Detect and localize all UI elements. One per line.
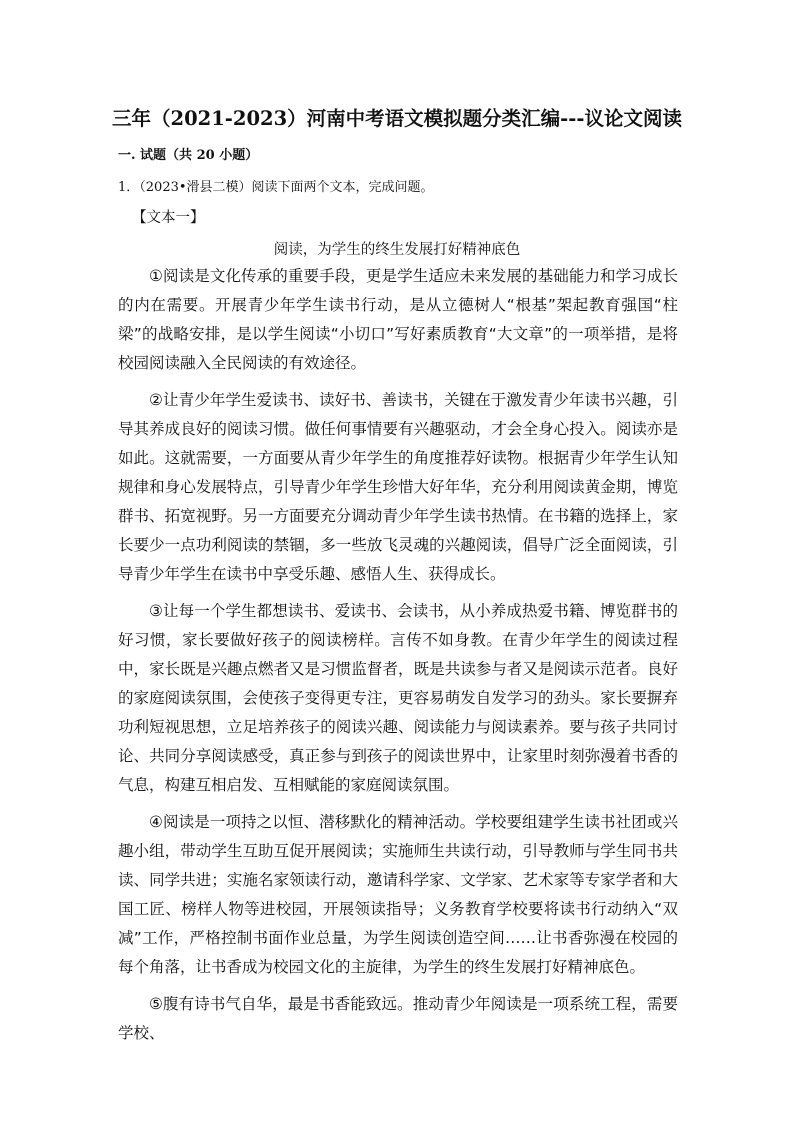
paragraph-2: ②让青少年学生爱读书、读好书、善读书，关键在于激发青少年读书兴趣，引导其养成良好的阅读习惯。做任何事情要有兴趣驱动，才会全身心投入。阅读亦是如此。这就需要，一方面要从青少年学生的角度推荐好读物。根据青少年学生认知规律和身心发展特点，引导青少年学生珍惜大好年华，充分利用阅读黄金期，博览群书、拓宽视野。另一方面要充分调动青少年学生读书热情。在书籍的选择上，家长要少一点功利阅读的禁锢，多一些放飞灵魂的兴趣阅读，倡导广泛全面阅读，引导青少年学生在读书中享受乐趣、感悟人生、获得成长。 <box>118 391 678 583</box>
paragraph-1: ①阅读是文化传承的重要手段，更是学生适应未来发展的基础能力和学习成长的内在需要。开展青少年学生读书行动，是从立德树人“根基”架起教育强国“柱梁”的战略安排，是以学生阅读“小切口”写好素质教育“大文章”的一项举措，是将校园阅读融入全民阅读的有效途径。 <box>118 267 678 372</box>
section-heading: 一. 试题（共 20 小题） <box>118 148 259 163</box>
document-title: 三年（2021-2023）河南中考语文模拟题分类汇编---议论文阅读 <box>112 107 682 130</box>
question-prompt: 1．（2023•滑县二模）阅读下面两个文本，完成问题。 <box>118 180 434 195</box>
paragraph-3: ③让每一个学生都想读书、爱读书、会读书，从小养成热爱书籍、博览群书的好习惯，家长要做好孩子的阅读榜样。言传不如身教。在青少年学生的阅读过程中，家长既是兴趣点燃者又是习惯监督者，既是共读参与者又是阅读示范者。良好的家庭阅读氛围，会使孩子变得更专注，更容易萌发自发学习的劲头。家长要摒弃功利短视思想，立足培养孩子的阅读兴趣、阅读能力与阅读素养。要与孩子共同讨论、共同分享阅读感受，真正参与到孩子的阅读世界中，让家里时刻弥漫着书香的气息，构建互相启发、互相赋能的家庭阅读氛围。 <box>118 602 678 794</box>
article-title: 阅读，为学生的终生发展打好精神底色 <box>273 242 521 258</box>
paragraph-4: ④阅读是一项持之以恒、潜移默化的精神活动。学校要组建学生读书社团或兴趣小组，带动学生互助互促开展阅读；实施师生共读行动，引导教师与学生同书共读、同学共进；实施名家领读行动，邀请科学家、文学家、艺术家等专家学者和大国工匠、榜样人物等进校园，开展领读指导；义务教育学校要将读书行动纳入“双减”工作，严格控制书面作业总量，为学生阅读创造空间……让书香弥漫在校园的每个角落，让书香成为校园文化的主旋律，为学生的终生发展打好精神底色。 <box>118 813 678 976</box>
article-body <box>118 262 678 1056</box>
paragraph-5: ⑤腹有诗书气自华，最是书香能致远。推动青少年阅读是一项系统工程，需要学校、 <box>118 995 678 1042</box>
text-one-label: 【文本一】 <box>132 210 205 226</box>
